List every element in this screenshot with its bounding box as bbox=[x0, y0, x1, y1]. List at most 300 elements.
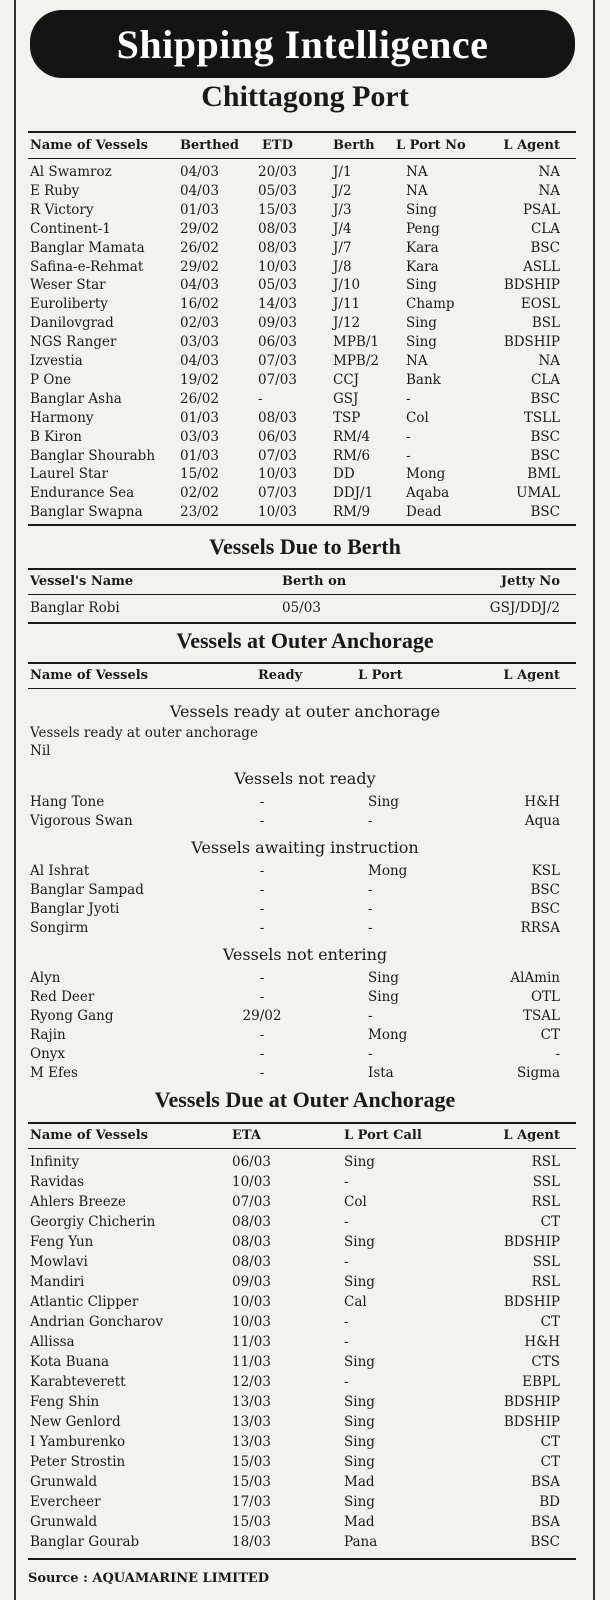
rule bbox=[28, 662, 576, 664]
table-row bbox=[0, 1473, 610, 1491]
table-row bbox=[0, 333, 610, 351]
table-row bbox=[0, 1313, 610, 1331]
berth: GSJ bbox=[333, 390, 359, 407]
vessel-name: Harmony bbox=[30, 409, 94, 426]
eta-date: 11/03 bbox=[232, 1354, 271, 1370]
table-row bbox=[0, 503, 610, 521]
masthead-banner bbox=[30, 10, 575, 78]
berth: MPB/1 bbox=[333, 334, 379, 351]
local-agent: RSL bbox=[531, 1194, 560, 1210]
last-port: Peng bbox=[406, 220, 440, 237]
vessel-name: Karabteverett bbox=[30, 1374, 126, 1390]
eta-date: 08/03 bbox=[232, 1214, 271, 1230]
last-port: Mong bbox=[368, 1027, 408, 1043]
table-row bbox=[0, 1153, 610, 1171]
berth: RM/4 bbox=[333, 428, 371, 445]
due-outer-header bbox=[0, 1127, 610, 1145]
rule bbox=[28, 1148, 576, 1149]
eta-date: 18/03 bbox=[232, 1534, 271, 1550]
vessel-name: Ravidas bbox=[30, 1174, 85, 1190]
col-header: Berth bbox=[333, 138, 375, 153]
table-row bbox=[0, 1045, 610, 1063]
subsection-awaiting: Vessels awaiting instruction bbox=[191, 838, 419, 857]
vessel-name: Mowlavi bbox=[30, 1254, 88, 1270]
local-agent: AlAmin bbox=[510, 970, 560, 986]
table-row bbox=[0, 812, 610, 830]
last-port-call: Sing bbox=[344, 1394, 375, 1410]
col-header: Ready bbox=[258, 668, 303, 683]
table-row bbox=[0, 1453, 610, 1471]
last-port-call: Sing bbox=[344, 1274, 375, 1290]
berth: TSP bbox=[333, 409, 361, 426]
local-agent: CTS bbox=[531, 1354, 560, 1370]
local-agent: CT bbox=[540, 1314, 560, 1330]
local-agent: CLA bbox=[530, 371, 560, 388]
berth: DD bbox=[333, 466, 355, 483]
local-agent: - bbox=[555, 1046, 560, 1062]
berth: J/7 bbox=[333, 239, 352, 256]
eta-date: 15/03 bbox=[232, 1454, 271, 1470]
table-row bbox=[0, 793, 610, 811]
eta-date: 17/03 bbox=[232, 1494, 271, 1510]
vessel-name: Safina-e-Rehmat bbox=[30, 258, 144, 275]
last-port: - bbox=[406, 447, 411, 464]
local-agent: NA bbox=[538, 164, 560, 180]
table-row bbox=[0, 862, 610, 880]
col-header: Name of Vessels bbox=[30, 138, 148, 153]
col-header: Jetty No bbox=[500, 574, 560, 589]
berthed-date: 23/02 bbox=[180, 504, 219, 521]
berth: J/1 bbox=[333, 164, 352, 180]
vessel-name: Endurance Sea bbox=[30, 485, 135, 502]
subsection-not-ready: Vessels not ready bbox=[234, 769, 376, 788]
local-agent: BSL bbox=[531, 315, 560, 332]
etd-date: 10/03 bbox=[258, 504, 297, 521]
col-header: Name of Vessels bbox=[30, 668, 148, 683]
vessel-name: Songirm bbox=[30, 920, 89, 936]
ready: - bbox=[259, 863, 265, 879]
table-row bbox=[0, 1007, 610, 1025]
local-agent: CLA bbox=[530, 220, 560, 237]
vessel-name: Grunwald bbox=[30, 1514, 98, 1530]
etd-date: 07/03 bbox=[258, 447, 297, 464]
vessel-name: Euroliberty bbox=[30, 296, 108, 313]
local-agent: BD bbox=[539, 1494, 560, 1510]
berthed-header bbox=[0, 137, 610, 155]
eta-date: 08/03 bbox=[232, 1234, 271, 1250]
last-port: Bank bbox=[406, 371, 441, 388]
berth: RM/9 bbox=[333, 504, 371, 521]
col-header: L Port No bbox=[396, 138, 466, 153]
table-row bbox=[0, 1213, 610, 1231]
eta-date: 09/03 bbox=[232, 1274, 271, 1290]
vessel-name: Continent-1 bbox=[30, 220, 111, 237]
etd-date: 10/03 bbox=[258, 466, 297, 483]
local-agent: ASLL bbox=[523, 258, 560, 275]
rule bbox=[28, 568, 576, 570]
ready: - bbox=[259, 1027, 265, 1043]
col-header: Berth on bbox=[282, 574, 347, 589]
rule bbox=[28, 622, 576, 624]
local-agent: BDSHIP bbox=[503, 1394, 560, 1410]
berthed-date: 29/02 bbox=[180, 258, 219, 275]
etd-date: 09/03 bbox=[258, 315, 297, 332]
table-row bbox=[0, 1253, 610, 1271]
col-header: L Agent bbox=[503, 138, 560, 153]
last-port-call: Pana bbox=[344, 1534, 378, 1550]
vessel-name: Kota Buana bbox=[30, 1354, 110, 1370]
ready: - bbox=[259, 901, 265, 917]
table-row bbox=[0, 1273, 610, 1291]
local-agent: H&H bbox=[524, 794, 560, 810]
vessel-name: Vigorous Swan bbox=[30, 813, 133, 829]
etd-date: 05/03 bbox=[258, 277, 297, 294]
last-port: Ista bbox=[368, 1065, 394, 1081]
col-header: L Agent bbox=[503, 1128, 560, 1143]
etd-date: 05/03 bbox=[258, 182, 297, 199]
last-port: Mong bbox=[368, 863, 408, 879]
port-title: Chittagong Port bbox=[201, 80, 409, 113]
local-agent: BSC bbox=[530, 504, 560, 521]
col-header: Vessel's Name bbox=[30, 574, 134, 589]
eta-date: 11/03 bbox=[232, 1334, 271, 1350]
berthed-date: 04/03 bbox=[180, 164, 219, 180]
ready: - bbox=[259, 794, 265, 810]
local-agent: BDSHIP bbox=[503, 1234, 560, 1250]
table-row bbox=[0, 295, 610, 313]
table-row bbox=[0, 1293, 610, 1311]
last-port-call: Sing bbox=[344, 1154, 375, 1170]
local-agent: NA bbox=[538, 182, 560, 199]
outer-header bbox=[0, 667, 610, 685]
vessel-name: Banglar Gourab bbox=[30, 1534, 140, 1550]
vessel-name: Banglar Swapna bbox=[30, 504, 143, 521]
last-port-call: - bbox=[344, 1314, 349, 1330]
last-port: - bbox=[368, 813, 373, 829]
vessel-name: Hang Tone bbox=[30, 794, 105, 810]
etd-date: 07/03 bbox=[258, 353, 297, 369]
eta-date: 15/03 bbox=[232, 1474, 271, 1490]
ready: - bbox=[259, 1046, 265, 1062]
local-agent: EBPL bbox=[522, 1374, 560, 1390]
table-row bbox=[0, 1233, 610, 1251]
vessel-name: Banglar Jyoti bbox=[30, 901, 120, 917]
ready: - bbox=[259, 1065, 265, 1081]
berthed-date: 26/02 bbox=[180, 239, 219, 256]
last-port: - bbox=[368, 1008, 373, 1024]
last-port: Sing bbox=[406, 277, 437, 294]
vessel-name: Weser Star bbox=[30, 277, 106, 294]
local-agent: BSC bbox=[530, 901, 560, 917]
etd-date: 08/03 bbox=[258, 409, 297, 426]
table-row bbox=[0, 969, 610, 987]
berthed-date: 04/03 bbox=[180, 182, 219, 199]
vessel-name: Rajin bbox=[30, 1027, 66, 1043]
vessel-name: Mandiri bbox=[30, 1274, 85, 1290]
local-agent: SSL bbox=[532, 1174, 560, 1190]
berth: RM/6 bbox=[333, 447, 371, 464]
table-row bbox=[0, 919, 610, 937]
last-port-call: - bbox=[344, 1174, 349, 1190]
table-row bbox=[0, 220, 610, 238]
etd-date: 07/03 bbox=[258, 485, 297, 502]
berth: J/2 bbox=[333, 182, 352, 199]
vessel-name: Grunwald bbox=[30, 1474, 98, 1490]
last-port-call: Mad bbox=[344, 1474, 375, 1490]
last-port-call: Sing bbox=[344, 1434, 375, 1450]
local-agent: CT bbox=[540, 1214, 560, 1230]
vessel-name: Peter Strostin bbox=[30, 1454, 126, 1470]
vessel-name: B Kiron bbox=[30, 428, 82, 445]
vessel-name: Georgiy Chicherin bbox=[30, 1214, 156, 1230]
vessel-name: Andrian Goncharov bbox=[30, 1314, 164, 1330]
last-port-call: - bbox=[344, 1214, 349, 1230]
table-row bbox=[0, 1413, 610, 1431]
etd-date: 15/03 bbox=[258, 201, 297, 218]
vessel-name: Al Ishrat bbox=[30, 863, 90, 879]
last-port: Aqaba bbox=[406, 485, 450, 502]
local-agent: CT bbox=[540, 1454, 560, 1470]
local-agent: KSL bbox=[531, 863, 560, 879]
col-header: L Agent bbox=[503, 668, 560, 683]
berth: J/3 bbox=[333, 201, 352, 218]
etd-date: 08/03 bbox=[258, 220, 297, 237]
table-row bbox=[0, 258, 610, 276]
table-row bbox=[0, 1173, 610, 1191]
table-row bbox=[0, 1493, 610, 1511]
last-port-call: Sing bbox=[344, 1234, 375, 1250]
eta-date: 07/03 bbox=[232, 1194, 271, 1210]
vessel-name: Banglar Robi bbox=[30, 600, 120, 616]
last-port: Sing bbox=[406, 315, 437, 332]
local-agent: RSL bbox=[531, 1154, 560, 1170]
last-port: NA bbox=[406, 182, 428, 199]
vessel-name: Laurel Star bbox=[30, 466, 108, 483]
section-title-due-outer: Vessels Due at Outer Anchorage bbox=[154, 1087, 456, 1112]
vessel-name: Ahlers Breeze bbox=[30, 1194, 126, 1210]
col-header: L Port Call bbox=[344, 1128, 422, 1143]
last-port-call: Cal bbox=[344, 1294, 367, 1310]
ready: - bbox=[259, 813, 265, 829]
last-port-call: - bbox=[344, 1334, 349, 1350]
berthed-date: 02/03 bbox=[180, 315, 219, 332]
local-agent: H&H bbox=[524, 1334, 560, 1350]
last-port: Sing bbox=[406, 201, 437, 218]
last-port-call: Sing bbox=[344, 1414, 375, 1430]
table-row bbox=[0, 599, 610, 617]
local-agent: EOSL bbox=[520, 296, 560, 313]
rule bbox=[28, 524, 576, 526]
ready: - bbox=[259, 989, 265, 1005]
source-credit: Source : AQUAMARINE LIMITED bbox=[28, 1571, 270, 1586]
berth: J/8 bbox=[333, 258, 352, 275]
berth-date: 05/03 bbox=[282, 600, 321, 616]
eta-date: 10/03 bbox=[232, 1174, 271, 1190]
berthed-date: 29/02 bbox=[180, 220, 219, 237]
ready-nil: Nil bbox=[30, 743, 51, 759]
etd-date: 07/03 bbox=[258, 371, 297, 388]
local-agent: CT bbox=[540, 1434, 560, 1450]
table-row bbox=[0, 484, 610, 502]
vessel-name: Banglar Shourabh bbox=[30, 447, 156, 464]
table-row bbox=[0, 900, 610, 918]
table-row bbox=[0, 1533, 610, 1551]
last-port-call: - bbox=[344, 1374, 349, 1390]
berthed-date: 01/03 bbox=[180, 409, 219, 426]
local-agent: BSC bbox=[530, 882, 560, 898]
local-agent: BSA bbox=[531, 1514, 560, 1530]
etd-date: 20/03 bbox=[258, 164, 297, 180]
col-header: Berthed bbox=[180, 138, 239, 153]
vessel-name: Onyx bbox=[30, 1046, 66, 1062]
etd-date: - bbox=[258, 390, 263, 407]
vessel-name: Evercheer bbox=[30, 1494, 101, 1510]
table-row bbox=[0, 1513, 610, 1531]
berth: DDJ/1 bbox=[333, 485, 374, 502]
ready: - bbox=[259, 970, 265, 986]
vessel-name: NGS Ranger bbox=[30, 334, 117, 351]
eta-date: 10/03 bbox=[232, 1294, 271, 1310]
berthed-date: 03/03 bbox=[180, 334, 219, 351]
table-row bbox=[0, 371, 610, 389]
last-port-call: Col bbox=[344, 1194, 367, 1210]
berth: J/11 bbox=[333, 296, 361, 313]
local-agent: PSAL bbox=[522, 201, 560, 218]
local-agent: SSL bbox=[532, 1254, 560, 1270]
table-row bbox=[0, 314, 610, 332]
last-port: NA bbox=[406, 353, 428, 369]
vessel-name: Izvestia bbox=[30, 353, 83, 369]
local-agent: BSC bbox=[530, 1534, 560, 1550]
berthed-date: 01/03 bbox=[180, 201, 219, 218]
col-header: Name of Vessels bbox=[30, 1128, 148, 1143]
ready: - bbox=[259, 882, 265, 898]
berth: CCJ bbox=[333, 371, 360, 388]
local-agent: BDSHIP bbox=[503, 334, 560, 351]
table-row bbox=[0, 1193, 610, 1211]
table-row bbox=[0, 988, 610, 1006]
due-berth-header bbox=[0, 573, 610, 591]
vessel-name: Red Deer bbox=[30, 989, 95, 1005]
eta-date: 13/03 bbox=[232, 1434, 271, 1450]
eta-date: 13/03 bbox=[232, 1414, 271, 1430]
rule bbox=[28, 131, 576, 133]
last-port: Kara bbox=[406, 258, 439, 275]
table-row bbox=[0, 1026, 610, 1044]
local-agent: BSC bbox=[530, 390, 560, 407]
last-port: Champ bbox=[406, 296, 455, 313]
table-row bbox=[0, 163, 610, 181]
table-row bbox=[0, 182, 610, 200]
vessel-name: Feng Shin bbox=[30, 1394, 100, 1410]
rule bbox=[28, 594, 576, 595]
berthed-date: 16/02 bbox=[180, 296, 219, 313]
etd-date: 06/03 bbox=[258, 428, 297, 445]
berthed-date: 26/02 bbox=[180, 390, 219, 407]
vessel-name: Ryong Gang bbox=[30, 1008, 114, 1024]
local-agent: TSAL bbox=[523, 1008, 560, 1024]
local-agent: BSC bbox=[530, 447, 560, 464]
rule bbox=[28, 158, 576, 159]
local-agent: BSC bbox=[530, 428, 560, 445]
berthed-date: 19/02 bbox=[180, 371, 219, 388]
berthed-date: 04/03 bbox=[180, 353, 219, 369]
table-row bbox=[0, 1064, 610, 1082]
last-port-call: - bbox=[344, 1254, 349, 1270]
last-port: - bbox=[368, 882, 373, 898]
berth: J/10 bbox=[333, 277, 361, 294]
eta-date: 06/03 bbox=[232, 1154, 271, 1170]
last-port: - bbox=[406, 390, 411, 407]
rule bbox=[28, 688, 576, 689]
eta-date: 15/03 bbox=[232, 1514, 271, 1530]
etd-date: 08/03 bbox=[258, 239, 297, 256]
jetty-no: GSJ/DDJ/2 bbox=[489, 600, 560, 616]
vessel-name: Banglar Sampad bbox=[30, 882, 144, 898]
subsection-ready: Vessels ready at outer anchorage bbox=[169, 702, 441, 721]
berthed-date: 03/03 bbox=[180, 428, 219, 445]
col-header: L Port bbox=[358, 668, 403, 683]
berthed-date: 15/02 bbox=[180, 466, 219, 483]
table-row bbox=[0, 1353, 610, 1371]
vessel-name: Danilovgrad bbox=[30, 315, 114, 332]
vessel-name: New Genlord bbox=[30, 1414, 121, 1430]
last-port: Mong bbox=[406, 466, 446, 483]
eta-date: 10/03 bbox=[232, 1314, 271, 1330]
local-agent: BDSHIP bbox=[503, 277, 560, 294]
table-row bbox=[0, 239, 610, 257]
table-row bbox=[0, 409, 610, 427]
vessel-name: Infinity bbox=[30, 1154, 80, 1170]
berth: J/4 bbox=[333, 220, 352, 237]
col-header: ETA bbox=[232, 1128, 261, 1143]
subsection-not-entering: Vessels not entering bbox=[222, 945, 388, 964]
vessel-name: Allissa bbox=[30, 1334, 75, 1350]
ready: 29/02 bbox=[242, 1008, 282, 1024]
vessel-name: Banglar Mamata bbox=[30, 239, 145, 256]
table-row bbox=[0, 352, 610, 370]
local-agent: BDSHIP bbox=[503, 1414, 560, 1430]
last-port: - bbox=[406, 428, 411, 445]
vessel-name: E Ruby bbox=[30, 182, 80, 199]
last-port-call: Sing bbox=[344, 1494, 375, 1510]
etd-date: 14/03 bbox=[258, 296, 297, 313]
eta-date: 13/03 bbox=[232, 1394, 271, 1410]
berthed-date: 02/02 bbox=[180, 485, 219, 502]
etd-date: 06/03 bbox=[258, 334, 297, 351]
last-port-call: Sing bbox=[344, 1454, 375, 1470]
table-row bbox=[0, 881, 610, 899]
ready-line: Vessels ready at outer anchorage bbox=[30, 725, 258, 741]
vessel-name: Alyn bbox=[30, 970, 61, 986]
rule bbox=[28, 1558, 576, 1560]
last-port: Kara bbox=[406, 239, 439, 256]
vessel-name: R Victory bbox=[30, 201, 94, 218]
local-agent: RRSA bbox=[520, 920, 560, 936]
local-agent: RSL bbox=[531, 1274, 560, 1290]
local-agent: BDSHIP bbox=[503, 1294, 560, 1310]
table-row bbox=[0, 1393, 610, 1411]
col-header: ETD bbox=[262, 138, 293, 153]
table-row bbox=[0, 390, 610, 408]
local-agent: TSLL bbox=[523, 409, 560, 426]
last-port: - bbox=[368, 901, 373, 917]
vessel-name: Al Swamroz bbox=[30, 164, 112, 180]
last-port: Sing bbox=[368, 794, 399, 810]
berthed-date: 01/03 bbox=[180, 447, 219, 464]
berthed-date: 04/03 bbox=[180, 277, 219, 294]
vessel-name: I Yamburenko bbox=[30, 1434, 126, 1450]
